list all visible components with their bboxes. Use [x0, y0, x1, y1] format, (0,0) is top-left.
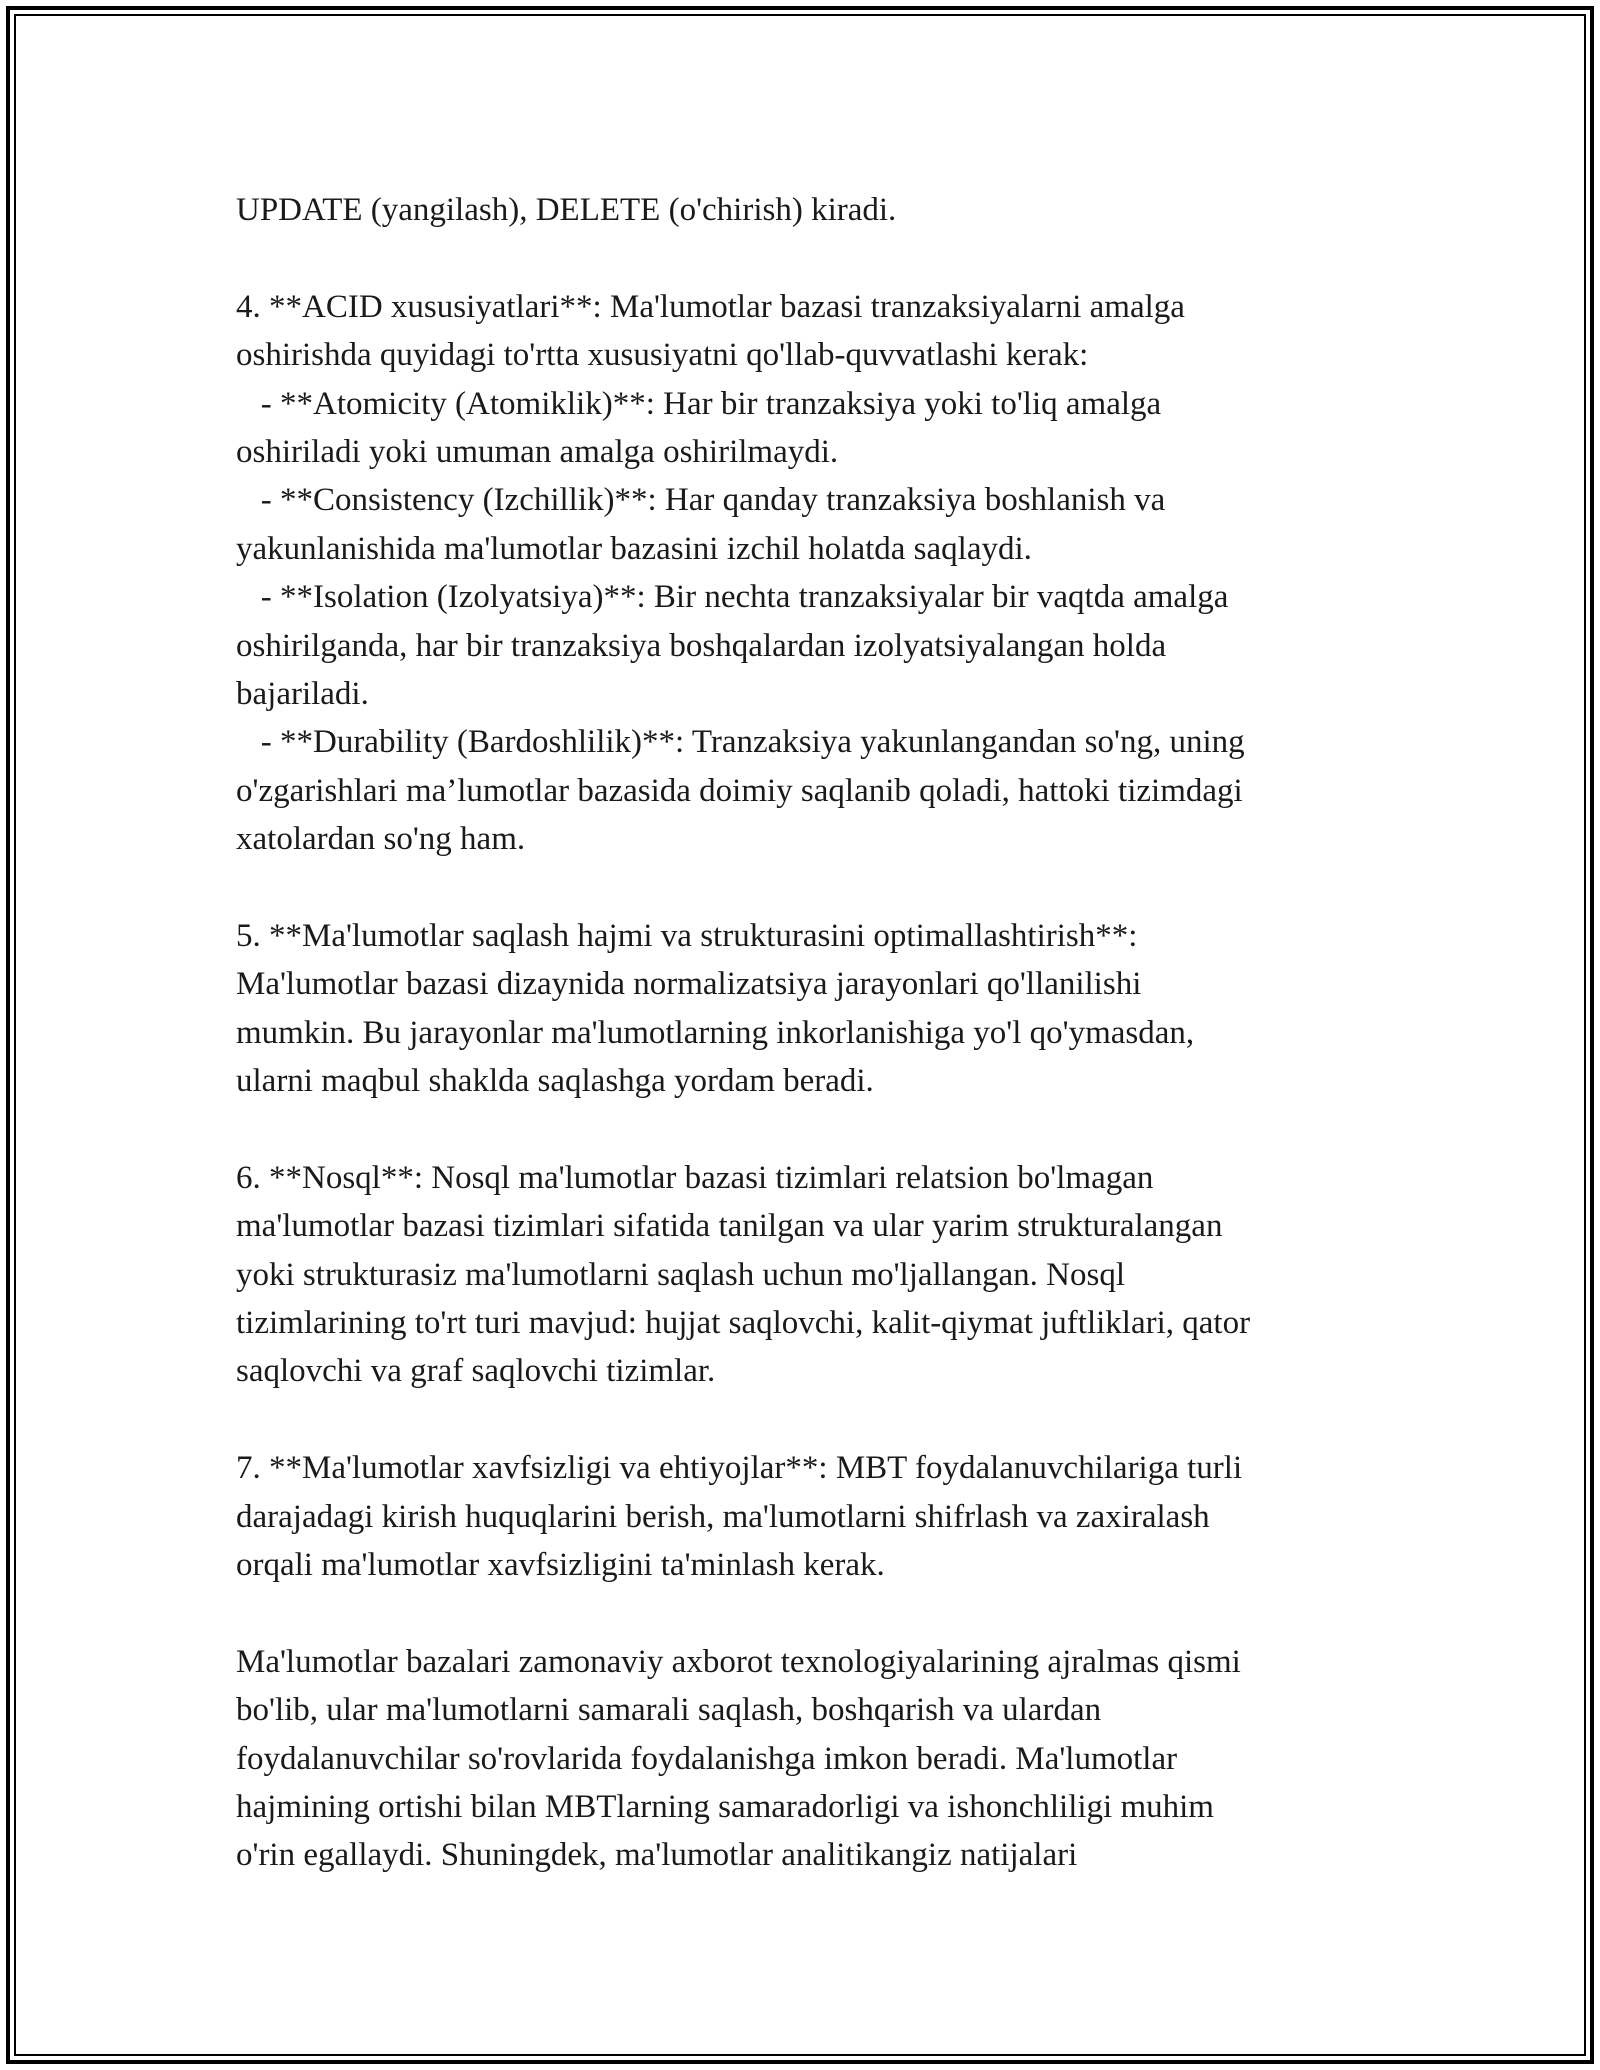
- paragraph: [236, 186, 1396, 234]
- text-line: oshirishda quyidagi to'rtta xususiyatni qo'llab-quvvatlashi kerak:: [236, 337, 1089, 374]
- text-line: 6. **Nosql**: Nosql ma'lumotlar bazasi tizimlari relatsion bo'lmagan: [236, 1159, 1154, 1196]
- paragraph-gap: [236, 1105, 1396, 1153]
- text-line: o'zgarishlari ma’lumotlar bazasida doimiy saqlanib qoladi, hattoki tizimdagi: [236, 772, 1243, 809]
- text-line: 4. **ACID xususiyatlari**: Ma'lumotlar bazasi tranzaksiyalarni amalga: [236, 288, 1185, 325]
- paragraph: [236, 283, 1396, 864]
- paragraph-gap: [236, 863, 1396, 911]
- text-line: ularni maqbul shaklda saqlashga yordam beradi.: [236, 1063, 874, 1100]
- text-line: Ma'lumotlar bazalari zamonaviy axborot texnologiyalarining ajralmas qismi: [236, 1643, 1241, 1680]
- text-line: UPDATE (yangilash), DELETE (o'chirish) kiradi.: [236, 192, 897, 228]
- text-line: - **Isolation (Izolyatsiya)**: Bir nechta tranzaksiyalar bir vaqtda amalga: [236, 579, 1229, 616]
- text-line: ma'lumotlar bazasi tizimlari sifatida tanilgan va ular yarim strukturalangan: [236, 1208, 1223, 1245]
- text-line: saqlovchi va graf saqlovchi tizimlar.: [236, 1353, 716, 1390]
- text-line: foydalanuvchilar so'rovlarida foydalanishga imkon beradi. Ma'lumotlar: [236, 1740, 1178, 1777]
- paragraph: [236, 912, 1396, 1106]
- text-line: 7. **Ma'lumotlar xavfsizligi va ehtiyojlar**: MBT foydalanuvchilariga turli: [236, 1450, 1243, 1487]
- text-line: mumkin. Bu jarayonlar ma'lumotlarning inkorlanishiga yo'l qo'ymasdan,: [236, 1014, 1195, 1051]
- text-line: Ma'lumotlar bazasi dizaynida normalizatsiya jarayonlari qo'llanilishi: [236, 966, 1142, 1003]
- paragraph-gap: [236, 1396, 1396, 1444]
- paragraph-gap: [236, 234, 1396, 282]
- text-line: oshirilganda, har bir tranzaksiya boshqalardan izolyatsiyalangan holda: [236, 627, 1167, 664]
- paragraph: [236, 1638, 1396, 1880]
- text-line: bo'lib, ular ma'lumotlarni samarali saqlash, boshqarish va ulardan: [236, 1692, 1102, 1729]
- text-line: xatolardan so'ng ham.: [236, 821, 526, 858]
- paragraph: [236, 1154, 1396, 1396]
- text-line: - **Atomicity (Atomiklik)**: Har bir tranzaksiya yoki to'liq amalga: [236, 385, 1162, 422]
- text-line: yakunlanishida ma'lumotlar bazasini izchil holatda saqlaydi.: [236, 530, 1032, 567]
- text-line: tizimlarining to'rt turi mavjud: hujjat saqlovchi, kalit-qiymat juftliklari, qator: [236, 1304, 1251, 1341]
- text-line: oshiriladi yoki umuman amalga oshirilmaydi.: [236, 433, 839, 470]
- text-line: - **Consistency (Izchillik)**: Har qanday tranzaksiya boshlanish va: [236, 482, 1166, 519]
- text-line: 5. **Ma'lumotlar saqlash hajmi va strukturasini optimallashtirish**:: [236, 917, 1138, 954]
- text-line: hajmining ortishi bilan MBTlarning samaradorligi va ishonchliligi muhim: [236, 1788, 1214, 1825]
- text-line: o'rin egallaydi. Shuningdek, ma'lumotlar analitikangiz natijalari: [236, 1837, 1078, 1874]
- paragraph-gap: [236, 1589, 1396, 1637]
- text-line: orqali ma'lumotlar xavfsizligini ta'minlash kerak.: [236, 1546, 885, 1583]
- text-line: - **Durability (Bardoshlilik)**: Tranzaksiya yakunlangandan so'ng, uning: [236, 724, 1245, 761]
- text-line: yoki strukturasiz ma'lumotlarni saqlash uchun mo'ljallangan. Nosql: [236, 1256, 1125, 1293]
- text-line: bajariladi.: [236, 675, 369, 712]
- document-body: [236, 186, 1396, 1880]
- paragraph: [236, 1444, 1396, 1589]
- text-line: darajadagi kirish huquqlarini berish, ma'lumotlarni shifrlash va zaxiralash: [236, 1498, 1210, 1535]
